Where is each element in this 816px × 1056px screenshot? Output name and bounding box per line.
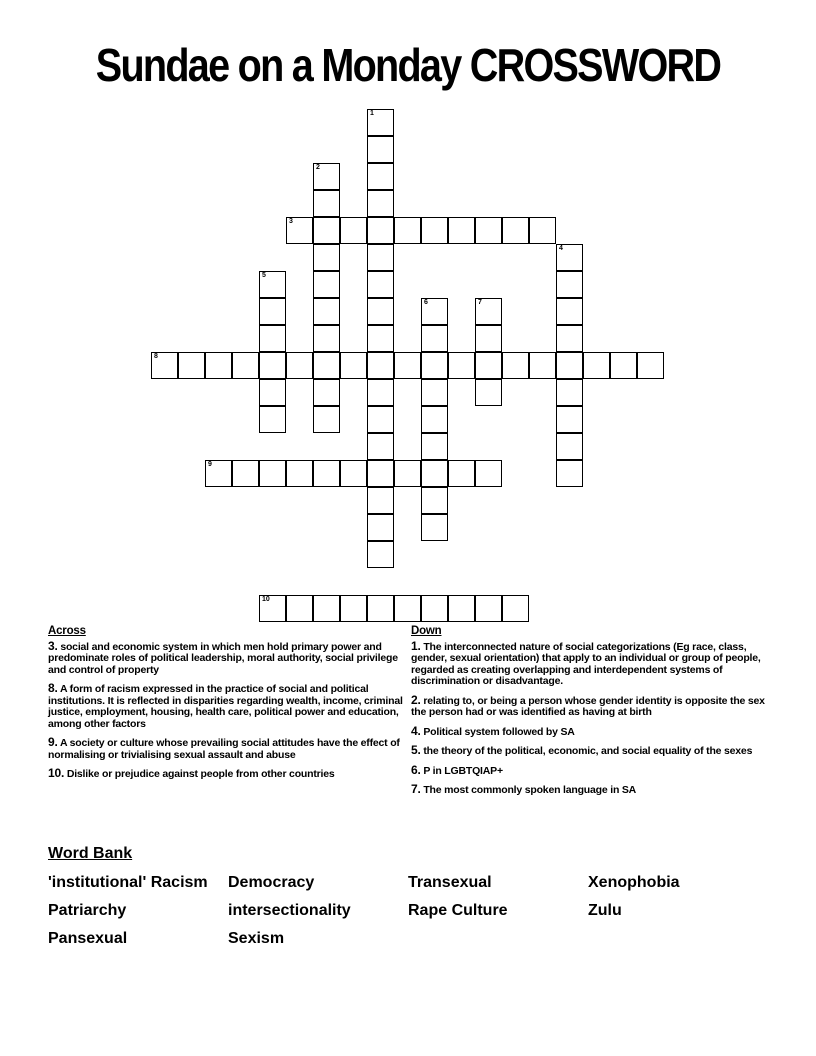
down-heading: Down [411,625,442,637]
grid-cell[interactable] [529,352,556,379]
grid-cell[interactable] [259,460,286,487]
grid-cell[interactable] [286,217,313,244]
grid-cell[interactable] [232,352,259,379]
grid-cell[interactable] [448,595,475,622]
word-bank-item: 'institutional' Racism [48,874,208,891]
clue-text: The interconnected nature of social categorizations (Eg race, class, gender, sexual orientation) that apply to an individual or group of people, regarded as creating overlapping and interdependent systems of discrimination or disadvantage. [411,640,761,687]
clue-number: 10. [48,766,65,780]
grid-cell[interactable] [340,217,367,244]
grid-cell[interactable] [313,217,340,244]
page-title: Sundae on a Monday CROSSWORD [95,39,721,91]
clue-number: 2. [411,692,421,707]
grid-cell[interactable] [475,217,502,244]
grid-cell[interactable] [556,244,583,271]
word-bank-item: Sexism [228,930,285,947]
clue-text: P in LGBTQIAP+ [423,764,503,777]
grid-cell[interactable] [421,298,448,325]
grid-cell[interactable] [259,379,286,406]
clue-across-8 [48,683,408,730]
grid-cell[interactable] [367,163,394,190]
grid-cell[interactable] [556,406,583,433]
clue-across-9 [48,737,408,761]
word-bank-heading: Word Bank [48,845,133,862]
grid-cell[interactable] [367,325,394,352]
word-bank-item: intersectionality [228,902,351,919]
grid-cell[interactable] [259,352,286,379]
grid-cell[interactable] [421,514,448,541]
grid-cell[interactable] [394,460,421,487]
grid-cell[interactable] [502,217,529,244]
clue-number: 8. [48,681,58,695]
grid-cell[interactable] [259,298,286,325]
clue-text: A form of racism expressed in the practice of social and political institutions. It is reflected in disparities regarding wealth, income, criminal justice, employment, housing, health care, political power and education, among other factors [48,683,403,730]
grid-cell[interactable] [313,325,340,352]
word-bank-item: Transexual [408,874,492,891]
grid-cell[interactable] [502,352,529,379]
grid-cell[interactable] [313,298,340,325]
grid-cell[interactable] [421,460,448,487]
grid-cell[interactable] [421,325,448,352]
grid-cell[interactable] [475,379,502,406]
grid-cell[interactable] [556,433,583,460]
grid-cell[interactable] [286,595,313,622]
grid-cell[interactable] [448,460,475,487]
grid-cell[interactable] [367,271,394,298]
clue-across-10 [48,768,408,781]
word-bank [48,873,768,949]
grid-cell[interactable] [313,352,340,379]
clue-across-3 [48,638,408,677]
word-bank-item: Xenophobia [588,874,680,891]
grid-cell[interactable] [367,244,394,271]
clue-down-2 [411,692,776,719]
word-bank-item: Rape Culture [408,902,508,919]
clue-number-label: 1 [370,110,374,117]
grid-cell[interactable] [205,460,232,487]
grid-cell[interactable] [205,352,232,379]
across-clues [48,626,408,788]
grid-cell[interactable] [367,136,394,163]
clue-text: Political system followed by SA [423,725,575,738]
grid-cell[interactable] [367,595,394,622]
clue-number: 4. [411,723,421,738]
clue-text: The most commonly spoken language in SA [423,784,637,796]
grid-cell[interactable] [313,244,340,271]
grid-cell[interactable] [367,460,394,487]
grid-cell[interactable] [475,460,502,487]
grid-cell[interactable] [556,271,583,298]
clue-number-label: 7 [478,299,482,306]
clue-number-label: 10 [262,596,270,603]
grid-cell[interactable] [340,595,367,622]
grid-cell[interactable] [367,217,394,244]
grid-cell[interactable] [502,595,529,622]
clue-number-label: 3 [289,218,293,225]
grid-cell[interactable] [340,460,367,487]
clue-number: 3. [48,638,58,653]
grid-cell[interactable] [448,217,475,244]
clue-text: A society or culture whose prevailing social attitudes have the effect of normalising or trivialising sexual assault and abuse [48,737,400,761]
grid-cell[interactable] [421,379,448,406]
grid-cell[interactable] [421,406,448,433]
grid-cell[interactable] [475,352,502,379]
across-heading: Across [48,625,86,637]
grid-cell[interactable] [421,487,448,514]
clue-down-4 [411,723,776,739]
grid-cell[interactable] [286,460,313,487]
grid-cell[interactable] [313,379,340,406]
grid-cell[interactable] [259,595,286,622]
grid-cell[interactable] [367,433,394,460]
clue-down-1 [411,638,776,688]
grid-cell[interactable] [286,352,313,379]
grid-cell[interactable] [259,325,286,352]
clue-number: 1. [411,638,421,653]
grid-cell[interactable] [367,379,394,406]
clue-text: relating to, or being a person whose gender identity is opposite the sex the person had or was identified as having at birth [411,694,765,718]
clue-number: 5. [411,743,421,757]
grid-cell[interactable] [421,217,448,244]
clue-number: 6. [411,762,421,777]
grid-cell[interactable] [394,352,421,379]
word-bank-item: Democracy [228,874,315,891]
grid-cell[interactable] [529,217,556,244]
grid-cell[interactable] [367,487,394,514]
clue-number: 7. [411,782,421,796]
grid-cell[interactable] [367,109,394,136]
down-clues [411,626,776,804]
grid-cell[interactable] [232,460,259,487]
grid-cell[interactable] [259,406,286,433]
grid-cell[interactable] [367,406,394,433]
word-bank-item: Pansexual [48,930,128,947]
clue-text: Dislike or prejudice against people from other countries [66,768,335,780]
grid-cell[interactable] [556,325,583,352]
grid-cell[interactable] [259,271,286,298]
grid-cell[interactable] [313,460,340,487]
clue-number-label: 6 [424,299,428,306]
clue-number-label: 5 [262,272,266,279]
grid-cell[interactable] [556,379,583,406]
clue-number-label: 4 [559,245,563,252]
grid-cell[interactable] [637,352,664,379]
grid-cell[interactable] [313,190,340,217]
grid-cell[interactable] [556,298,583,325]
clue-text: social and economic system in which men hold primary power and predominate roles of political leadership, moral authority, social privilege and control of property [48,640,398,676]
grid-cell[interactable] [313,595,340,622]
word-bank-item: Zulu [588,902,622,919]
clue-down-6 [411,762,776,778]
grid-cell[interactable] [421,595,448,622]
grid-cell[interactable] [313,271,340,298]
grid-cell[interactable] [610,352,637,379]
clue-down-5 [411,745,776,758]
grid-cell[interactable] [583,352,610,379]
grid-cell[interactable] [151,352,178,379]
grid-cell[interactable] [475,595,502,622]
grid-cell[interactable] [367,190,394,217]
grid-cell[interactable] [421,433,448,460]
grid-cell[interactable] [556,352,583,379]
grid-cell[interactable] [367,352,394,379]
grid-cell[interactable] [448,352,475,379]
grid-cell[interactable] [367,514,394,541]
grid-cell[interactable] [475,298,502,325]
grid-cell[interactable] [421,352,448,379]
grid-cell[interactable] [367,541,394,568]
grid-cell[interactable] [178,352,205,379]
clue-number: 9. [48,735,58,749]
word-bank-item: Patriarchy [48,902,127,919]
grid-cell[interactable] [340,352,367,379]
grid-cell[interactable] [556,460,583,487]
clue-number-label: 2 [316,164,320,171]
grid-cell[interactable] [367,298,394,325]
grid-cell[interactable] [394,595,421,622]
grid-cell[interactable] [475,325,502,352]
grid-cell[interactable] [394,217,421,244]
clue-text: the theory of the political, economic, and social equality of the sexes [423,745,753,757]
grid-cell[interactable] [313,163,340,190]
grid-cell[interactable] [313,406,340,433]
clue-number-label: 9 [208,461,212,468]
clue-down-7 [411,784,776,797]
clue-number-label: 8 [154,353,158,360]
